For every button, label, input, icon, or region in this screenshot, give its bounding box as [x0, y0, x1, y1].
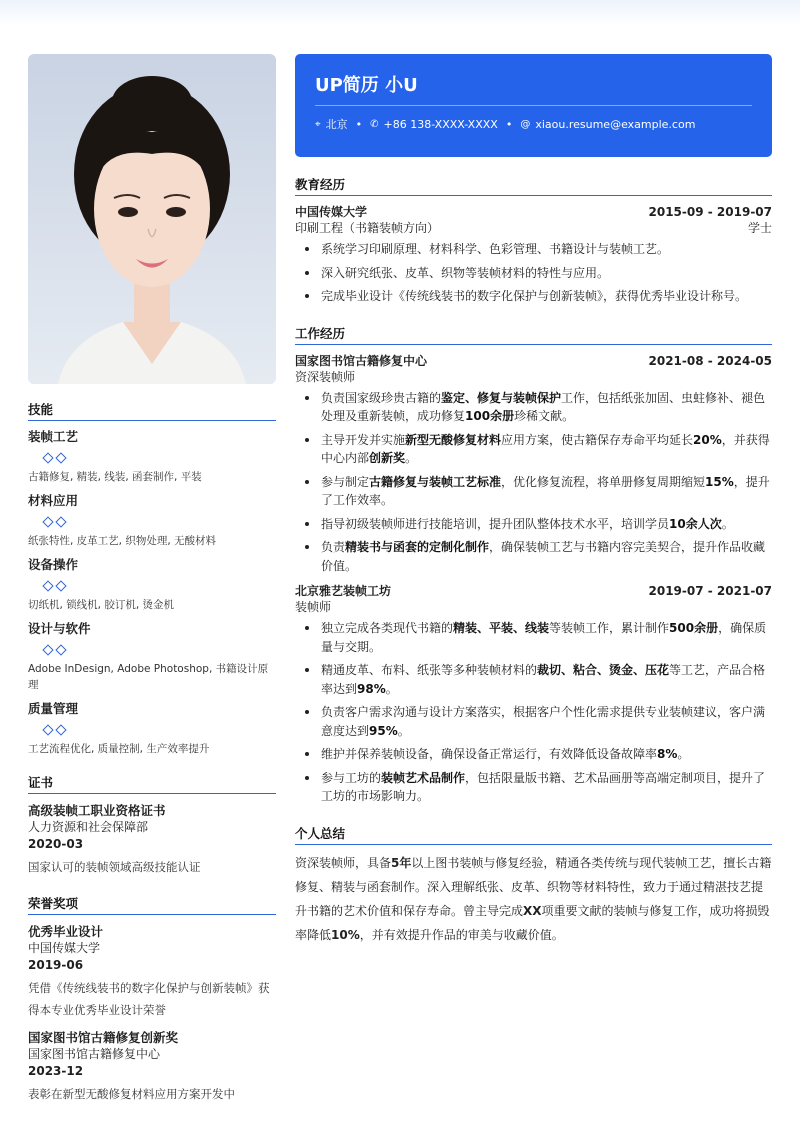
emphasis-text: 裁切、粘合、烫金、压花 [537, 663, 670, 677]
company-name: 国家图书馆古籍修复中心 [295, 353, 428, 368]
work-list [295, 353, 772, 806]
skill-level-indicator [44, 514, 276, 530]
emphasis-text: 装帧艺术品制作 [381, 770, 466, 785]
education-bullets [295, 240, 772, 306]
right-column [295, 54, 772, 947]
emphasis-text: 15% [705, 474, 734, 489]
bullet-item: 深入研究纸张、皮革、织物等装帧材料的特性与应用。 [295, 264, 772, 283]
header-divider [315, 105, 752, 106]
diamond-icon [42, 452, 53, 463]
certificates-description: 国家认可的装帧领域高级技能认证 [28, 860, 201, 874]
text-span: 资深装帧师，具备 [295, 855, 392, 870]
emphasis-text: 创新奖 [369, 451, 406, 465]
text-span: 。 [405, 451, 418, 465]
certificates-issuer: 人力资源和社会保障部 [28, 820, 149, 834]
work-entry-sub [295, 599, 772, 616]
awards-name: 优秀毕业设计 [28, 924, 104, 939]
education-section-title: 教育经历 [295, 175, 772, 196]
phone-icon: ✆ [370, 118, 379, 130]
contact-phone[interactable]: +86 138-XXXX-XXXX [383, 117, 498, 131]
emphasis-text: 500余册 [669, 621, 719, 635]
job-role: 资深装帧师 [295, 369, 356, 384]
skill-items-text: 切纸机, 锁线机, 胶订机, 烫金机 [28, 599, 175, 611]
text-span: 等工艺，产品合格率达到 [321, 663, 766, 696]
work-entry-head [295, 583, 772, 599]
diamond-icon [55, 516, 66, 527]
bullet-item [295, 389, 772, 426]
skill-items-text: 古籍修复, 精装, 线装, 函套制作, 平装 [28, 471, 202, 483]
text-span: ，确保装帧工艺与书籍内容完美契合，提升作品收藏价值。 [321, 540, 766, 573]
bullet-item [295, 769, 772, 806]
awards-name: 国家图书馆古籍修复创新奖 [28, 1030, 179, 1045]
emphasis-text: 10% [331, 927, 360, 942]
emphasis-text: 古籍修复与装帧工艺标准 [369, 474, 502, 489]
education-entry-head [295, 204, 772, 220]
skills-section-title: 技能 [28, 400, 276, 421]
skill-items-text: 纸张特性, 皮革工艺, 织物处理, 无酸材料 [28, 535, 217, 547]
skill-items-text: 工艺流程优化, 质量控制, 生产效率提升 [28, 743, 210, 755]
awards-description: 表彰在新型无酸修复材料应用方案开发中 [28, 1087, 235, 1101]
job-role: 装帧师 [295, 600, 332, 614]
work-bullets [295, 389, 772, 576]
text-span: 负责国家级珍贵古籍的 [321, 390, 442, 405]
certificates-section-title: 证书 [28, 773, 276, 794]
skill-category-name: 质量管理 [28, 701, 79, 716]
skill-category-name: 设计与软件 [28, 621, 91, 636]
awards-description: 凭借《传统线装书的数字化保护与创新装帧》获得本专业优秀毕业设计荣誉 [28, 981, 270, 1017]
emphasis-text: 新型无酸修复材料 [405, 432, 502, 447]
education-entry-sub [295, 220, 772, 237]
text-span: 参与制定 [321, 474, 370, 489]
text-span: 主导开发并实施 [321, 432, 406, 447]
awards-issuer: 国家图书馆古籍修复中心 [28, 1047, 161, 1061]
emphasis-text: 鉴定、修复与装帧保护 [441, 390, 562, 405]
text-span: ，优化修复流程，将单册修复周期缩短 [501, 474, 706, 489]
contact-line [315, 116, 752, 132]
text-span: 。 [677, 747, 690, 761]
text-span: 负责客户需求沟通与设计方案落实，根据客户个性化需求提供专业装帧建议，客户满意度达到 [321, 705, 766, 738]
skills-list [28, 429, 276, 757]
skill-items-text: Adobe InDesign, Adobe Photoshop, 书籍设计原理 [28, 663, 269, 691]
text-span: 。 [385, 681, 398, 696]
emphasis-text: 8% [657, 747, 678, 761]
diamond-icon [42, 724, 53, 735]
skill-level-indicator [44, 642, 276, 658]
awards-date: 2019-06 [28, 958, 84, 972]
diamond-icon [42, 516, 53, 527]
certificates-list [28, 802, 276, 878]
emphasis-text: 5年 [391, 855, 412, 870]
contact-location: 北京 [325, 118, 348, 131]
left-column [28, 54, 276, 1105]
top-gradient-band [0, 0, 800, 26]
emphasis-text: 100余册 [465, 409, 515, 423]
text-span: 等装帧工作，累计制作 [549, 621, 670, 635]
certificates-name: 高级装帧工职业资格证书 [28, 803, 166, 818]
text-span: ，提升了工作效率。 [321, 474, 770, 507]
text-span: ，并获得中心内部 [321, 432, 770, 465]
emphasis-text: 10余人次 [669, 516, 722, 531]
at-sign-icon: @ [520, 118, 531, 130]
bullet-item [295, 515, 772, 534]
certificates-date: 2020-03 [28, 837, 84, 851]
emphasis-text: 98% [357, 681, 386, 696]
bullet-item [295, 431, 772, 468]
education-major: 印刷工程（书籍装帧方向） [295, 221, 440, 235]
awards-list [28, 923, 276, 1105]
text-span: 独立完成各类现代书籍的 [321, 621, 454, 635]
text-span: 参与工坊的 [321, 770, 382, 785]
skill-category-name: 设备操作 [28, 557, 79, 572]
text-span: 负责 [321, 540, 346, 554]
skill-level-indicator [44, 450, 276, 466]
skill-category-name: 装帧工艺 [28, 429, 79, 444]
text-span: 珍稀文献。 [514, 409, 575, 423]
text-span: 精通皮革、布料、纸张等多种装帧材料的 [321, 663, 538, 677]
work-period: 2021-08 - 2024-05 [648, 353, 772, 368]
bullet-item [295, 745, 772, 764]
bullet-item [295, 661, 772, 698]
location-pin-icon: ⌖ [315, 118, 321, 130]
text-span: ，并有效提升作品的审美与收藏价值。 [359, 927, 564, 942]
diamond-icon [55, 580, 66, 591]
emphasis-text: 精装书与函套的定制化制作 [345, 540, 490, 554]
emphasis-text: 20% [693, 432, 722, 447]
text-span: 应用方案，使古籍保存寿命平均延长 [501, 432, 694, 447]
text-span: 指导初级装帧师进行技能培训，提升团队整体技术水平，培训学员 [321, 516, 670, 531]
diamond-icon [42, 580, 53, 591]
diamond-icon [42, 644, 53, 655]
work-section-title: 工作经历 [295, 324, 772, 345]
resume-title: UP简历 小U [315, 75, 418, 96]
skill-level-indicator [44, 578, 276, 594]
text-span: 。 [721, 516, 734, 531]
bullet-item: 完成毕业设计《传统线装书的数字化保护与创新装帧》，获得优秀毕业设计称号。 [295, 287, 772, 306]
awards-date: 2023-12 [28, 1064, 84, 1078]
bullet-item [295, 619, 772, 656]
education-period: 2015-09 - 2019-07 [648, 205, 772, 219]
diamond-icon [55, 644, 66, 655]
work-period: 2019-07 - 2021-07 [648, 584, 772, 598]
emphasis-text: XX [523, 903, 542, 918]
work-entry-head [295, 353, 772, 369]
skill-level-indicator [44, 722, 276, 738]
work-bullets [295, 619, 772, 806]
text-span: 。 [397, 723, 410, 738]
bullet-item [295, 473, 772, 510]
separator-dot: • [355, 117, 363, 131]
text-span: ，确保质量与交期。 [321, 621, 767, 654]
diamond-icon [55, 724, 66, 735]
separator-dot: • [505, 117, 513, 131]
contact-email[interactable]: xiaou.resume@example.com [535, 117, 696, 131]
text-span: 维护并保养装帧设备，确保设备正常运行，有效降低设备故障率 [321, 747, 658, 761]
company-name: 北京雅艺装帧工坊 [295, 584, 392, 598]
text-span: 工作，包括纸张加固、虫蛀修补、褪色处理及重新装帧，成功修复 [321, 390, 766, 423]
bullet-item [295, 538, 772, 575]
text-span: 项重要文献的装帧与修复工作，成功将损毁率降低 [295, 903, 770, 942]
emphasis-text: 精装、平装、线装 [453, 621, 550, 635]
bullet-item [295, 703, 772, 740]
text-span: 以上图书装帧与修复经验，精通各类传统与现代装帧工艺，擅长古籍修复、精装与函套制作。深入理解纸张、皮革、织物等材料特性，致力于通过精湛技艺提升书籍的艺术价值和保存寿命。曾主导完成 [295, 855, 772, 918]
profile-photo [28, 54, 276, 384]
work-entry-sub [295, 369, 772, 386]
school-name: 中国传媒大学 [295, 205, 368, 219]
skill-category-name: 材料应用 [28, 493, 79, 508]
education-degree: 学士 [747, 221, 772, 235]
resume-header [295, 54, 772, 157]
text-span: ，包括限量版书籍、艺术品画册等高端定制项目，提升了工坊的市场影响力。 [321, 770, 766, 803]
summary-section-title: 个人总结 [295, 824, 772, 845]
emphasis-text: 95% [369, 723, 398, 738]
awards-issuer: 中国传媒大学 [28, 941, 101, 955]
bullet-item: 系统学习印刷原理、材料科学、色彩管理、书籍设计与装帧工艺。 [295, 240, 772, 259]
awards-section-title: 荣誉奖项 [28, 894, 276, 915]
summary-text [295, 851, 772, 947]
diamond-icon [55, 452, 66, 463]
